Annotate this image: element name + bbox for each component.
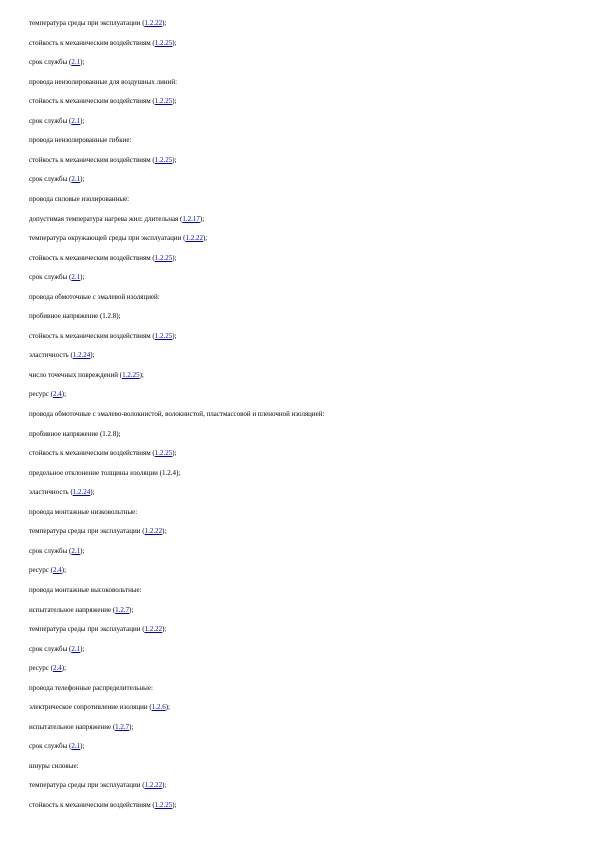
line-tail: );	[165, 703, 170, 712]
list-item-with-reference	[29, 117, 585, 126]
list-item-with-reference	[29, 664, 585, 673]
line-tail: );	[90, 351, 95, 360]
reference-link[interactable]: 1.2.24	[72, 351, 91, 360]
line-tail: );	[172, 155, 177, 164]
line-tail: );	[80, 644, 85, 653]
line-text: допустимая температура нагрева жил: длительная (	[29, 214, 183, 223]
line-text: ресурс (	[29, 390, 53, 399]
list-item-with-reference	[29, 39, 585, 48]
reference-link[interactable]: 1.2.25	[154, 331, 173, 340]
list-item-with-reference	[29, 175, 585, 184]
section-heading	[29, 586, 585, 595]
reference-link[interactable]: 2.4	[52, 566, 62, 575]
list-item-with-reference	[29, 58, 585, 67]
reference-link[interactable]: 1.2.25	[154, 38, 173, 47]
line-text: температура среды при эксплуатации (	[29, 781, 145, 790]
section-heading	[29, 410, 585, 419]
reference-link[interactable]: 2.1	[71, 644, 81, 653]
line-tail: );	[61, 664, 67, 673]
reference-link[interactable]: 2.1	[71, 116, 81, 125]
line-tail: );	[80, 58, 85, 67]
reference-link[interactable]: 2.1	[71, 273, 81, 282]
line-text: стойкость к механическим воздействиям (	[29, 253, 155, 262]
line-text: испытательное напряжение (	[29, 605, 116, 614]
list-item-with-reference	[29, 645, 585, 654]
reference-link[interactable]: 2.4	[52, 664, 62, 673]
line-text: провода монтажные низковольтные:	[29, 507, 138, 516]
line-tail: );	[162, 625, 167, 634]
reference-link[interactable]: 2.1	[71, 58, 81, 67]
section-heading	[29, 195, 585, 204]
line-tail: );	[162, 19, 167, 27]
line-text: ресурс (	[29, 566, 53, 575]
reference-link[interactable]: 1.2.17	[182, 214, 200, 223]
line-tail: );	[80, 742, 85, 751]
line-tail: );	[162, 527, 167, 536]
line-text: стойкость к механическим воздействиям (	[29, 38, 155, 47]
reference-link[interactable]: 1.2.25	[154, 155, 173, 164]
list-item-with-reference	[29, 625, 585, 634]
list-item-with-reference	[29, 390, 585, 399]
section-heading	[29, 762, 585, 771]
list-item-with-reference	[29, 488, 585, 497]
line-text: эластичность (	[29, 351, 73, 360]
list-item-with-reference	[29, 703, 585, 712]
line-text: пробивное напряжение (1.2.8);	[29, 312, 121, 321]
list-item-with-reference	[29, 781, 585, 790]
line-tail: );	[129, 722, 134, 731]
line-tail: );	[172, 331, 177, 340]
line-tail: );	[172, 253, 177, 262]
line-text: температура среды при эксплуатации (	[29, 625, 145, 634]
list-item-with-reference	[29, 723, 585, 732]
reference-link[interactable]: 2.4	[52, 390, 62, 399]
line-text: провода монтажные высоковольтные:	[29, 585, 142, 594]
line-tail: );	[61, 390, 67, 399]
line-text: срок службы (	[29, 58, 72, 67]
line-text: температура окружающей среды при эксплуатации (	[29, 234, 186, 243]
line-text: срок службы (	[29, 175, 72, 184]
list-item-with-reference	[29, 254, 585, 263]
line-tail: );	[129, 605, 134, 614]
reference-link[interactable]: 2.1	[71, 546, 81, 555]
line-text: эластичность (	[29, 488, 73, 497]
line-text: провода телефонные распределительные:	[29, 683, 153, 692]
list-item-with-reference	[29, 527, 585, 536]
list-item-with-reference	[29, 234, 585, 243]
list-item	[29, 430, 585, 439]
reference-link[interactable]: 1.2.22	[185, 234, 203, 243]
reference-link[interactable]: 1.2.25	[154, 449, 173, 458]
list-item-with-reference	[29, 351, 585, 360]
section-heading	[29, 293, 585, 302]
line-text: число точечных повреждений (	[29, 370, 123, 379]
reference-link[interactable]: 2.1	[71, 742, 81, 751]
list-item-with-reference	[29, 449, 585, 458]
list-item-with-reference	[29, 332, 585, 341]
line-text: стойкость к механическим воздействиям (	[29, 449, 155, 458]
line-text: провода силовые изолированные:	[29, 194, 130, 203]
list-item-with-reference	[29, 215, 585, 224]
list-item-with-reference	[29, 606, 585, 615]
line-text: провода неизолированные для воздушных линий:	[29, 77, 178, 86]
list-item-with-reference	[29, 97, 585, 106]
section-heading	[29, 78, 585, 87]
reference-link[interactable]: 1.2.25	[154, 801, 173, 809]
reference-link[interactable]: 2.1	[71, 175, 81, 184]
line-tail: );	[172, 38, 177, 47]
line-tail: );	[80, 175, 85, 184]
line-text: срок службы (	[29, 546, 72, 555]
line-text: температура среды при эксплуатации (	[29, 19, 145, 27]
line-text: срок службы (	[29, 644, 72, 653]
line-tail: );	[172, 801, 177, 809]
line-tail: );	[172, 97, 177, 106]
list-item-with-reference	[29, 273, 585, 282]
reference-link[interactable]: 1.2.22	[144, 625, 163, 634]
line-text: предельное отклонение толщины изоляции (1.2.4);	[29, 468, 181, 477]
list-item-with-reference	[29, 566, 585, 575]
section-heading	[29, 508, 585, 517]
line-tail: );	[162, 781, 167, 790]
reference-link[interactable]: 1.2.25	[154, 97, 173, 106]
line-text: стойкость к механическим воздействиям (	[29, 331, 155, 340]
list-item-with-reference	[29, 547, 585, 556]
line-tail: );	[139, 370, 144, 379]
line-tail: );	[80, 273, 85, 282]
line-text: электрическое сопротивление изоляции (	[29, 703, 152, 712]
line-text: срок службы (	[29, 116, 72, 125]
section-heading	[29, 684, 585, 693]
line-tail: );	[61, 566, 67, 575]
line-text: срок службы (	[29, 273, 72, 282]
reference-link[interactable]: 1.2.22	[144, 19, 163, 27]
list-item-with-reference	[29, 19, 585, 28]
reference-link[interactable]: 1.2.6	[151, 703, 166, 712]
line-text: провода неизолированные гибкие:	[29, 136, 132, 145]
reference-link[interactable]: 1.2.25	[122, 370, 140, 379]
reference-link[interactable]: 1.2.22	[144, 781, 163, 790]
line-text: стойкость к механическим воздействиям (	[29, 155, 155, 164]
line-text: ресурс (	[29, 664, 53, 673]
line-text: провода обмоточные с эмалево-волокнистой, волокнистой, пластмассовой и пленочной изоляцией:	[29, 410, 325, 418]
list-item-with-reference	[29, 371, 585, 380]
line-tail: );	[80, 546, 85, 555]
line-text: стойкость к механическим воздействиям (	[29, 801, 155, 809]
reference-link[interactable]: 1.2.7	[115, 722, 130, 731]
reference-link[interactable]: 1.2.22	[144, 527, 163, 536]
line-text: провода обмоточные с эмалевой изоляцией:	[29, 292, 160, 301]
line-tail: );	[80, 116, 85, 125]
list-item-with-reference	[29, 156, 585, 165]
list-item	[29, 469, 585, 478]
line-text: испытательное напряжение (	[29, 722, 116, 731]
line-tail: );	[199, 214, 205, 223]
line-text: стойкость к механическим воздействиям (	[29, 97, 155, 106]
reference-link[interactable]: 1.2.24	[72, 488, 91, 497]
line-tail: );	[90, 488, 95, 497]
line-text: температура среды при эксплуатации (	[29, 527, 145, 536]
list-item	[29, 312, 585, 321]
reference-link[interactable]: 1.2.25	[154, 253, 173, 262]
list-item-with-reference	[29, 801, 585, 810]
line-text: шнуры силовые:	[29, 761, 79, 770]
line-tail: );	[172, 449, 177, 458]
list-item-with-reference	[29, 742, 585, 751]
line-text: пробивное напряжение (1.2.8);	[29, 429, 121, 438]
line-tail: );	[202, 234, 208, 243]
line-text: срок службы (	[29, 742, 72, 751]
section-heading	[29, 136, 585, 145]
reference-link[interactable]: 1.2.7	[115, 605, 130, 614]
